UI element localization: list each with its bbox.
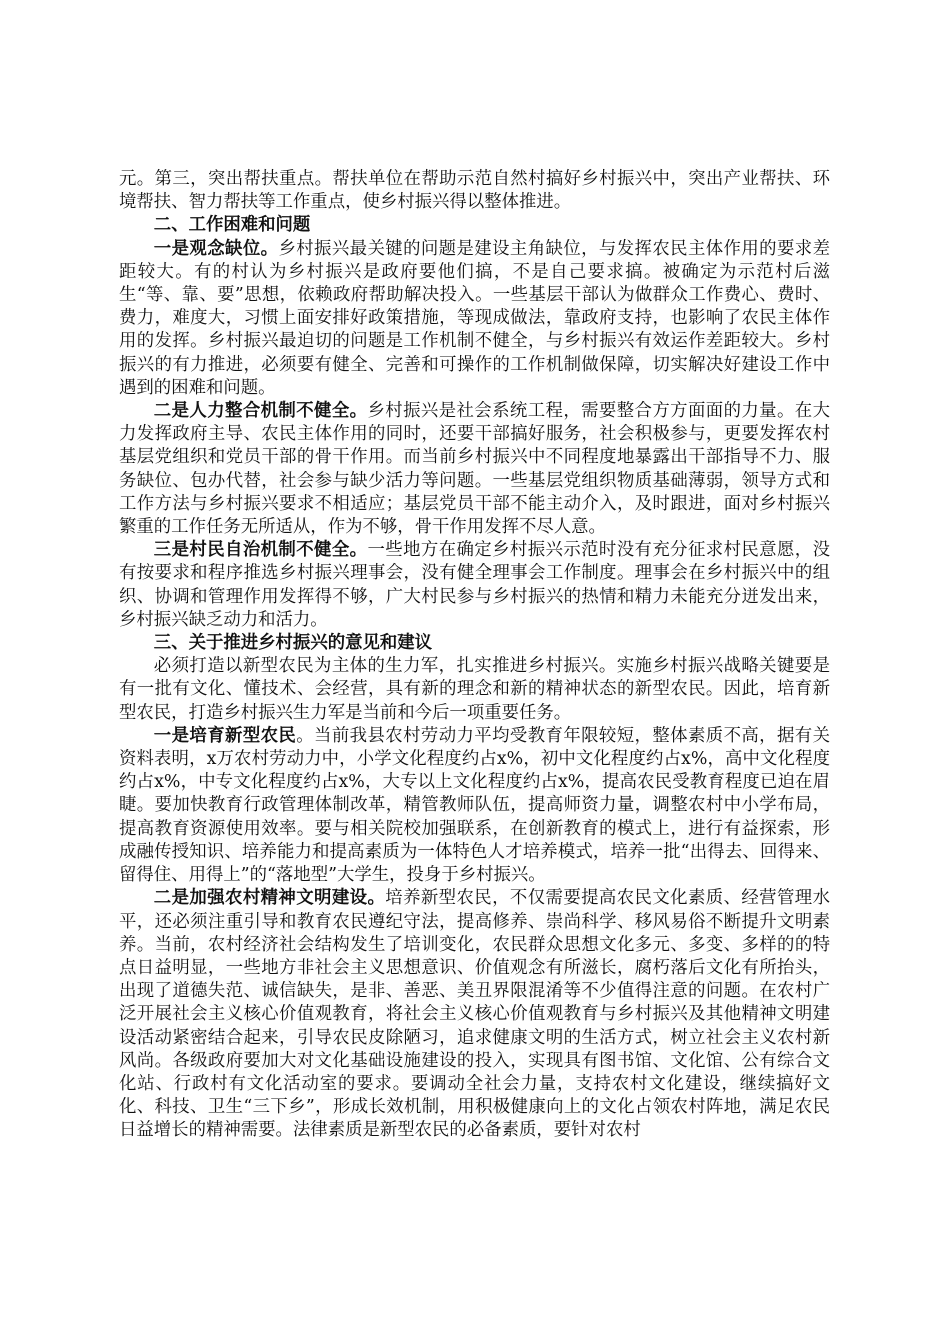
paragraph-lead: 三是村民自治机制不健全。: [153, 540, 368, 561]
paragraph-body: 乡村振兴最关键的问题是建设主角缺位，与发挥农民主体作用的要求差距较大。有的村认为乡村振兴是政府要他们搞，不是自己要求搞。被确定为示范村后滋生“等、靠、要”思想，依赖政府帮助解决投入。一些基层干部认为做群众工作费心、费时、费力，难度大，习惯上面安排好政策措施，等现成做法，靠政府支持，也影响了农民主体作用的发挥。乡村振兴最迫切的问题是工作机制不健全，与乡村振兴有效运作差距较大。乡村振兴的有力推进，必须要有健全、完善和可操作的工作机制做保障，切实解决好建设工作中遇到的困难和问题。: [119, 238, 830, 398]
paragraph-lead: 二是加强农村精神文明建设。: [153, 888, 386, 909]
paragraph-body: 一些地方在确定乡村振兴示范时没有充分征求村民意愿，没有按要求和程序推选乡村振兴理事会，没有健全理事会工作制度。理事会在乡村振兴中的组织、协调和管理作用发挥得不够，广大村民参与乡村振兴的热情和精力未能充分迸发出来，乡村振兴缺乏动力和活力。: [119, 540, 830, 630]
paragraph-lead: 二是人力整合机制不健全。: [153, 401, 368, 422]
paragraph-civilization: [119, 887, 830, 1142]
section-heading-3: 三、关于推进乡村振兴的意见和建议: [153, 633, 433, 654]
paragraph-concept: [119, 238, 830, 400]
paragraph-lead: 一是观念缺位。: [153, 238, 279, 259]
paragraph-body: 。当前我县农村劳动力平均受教育年限较短，整体素质不高，据有关资料表明，x万农村劳动力中，小学文化程度约占x%，初中文化程度约占x%，高中文化程度约占x%，中专文化程度约占x%，大专以上文化程度约占x%，提高农民受教育程度已迫在眉睫。要加快教育行政管理体制改革，精管教师队伍，提高师资力量，调整农村中小学布局，提高教育资源使用效率。要与相关院校加强联系，在创新教育的模式上，进行有益探索，形成融传授知识、培养能力和提高素质为一体特色人才培养模式，培养一批“出得去、回得来、留得住、用得上”的“落地型”大学生，投身于乡村振兴。: [119, 725, 830, 886]
paragraph-proposal: 必须打造以新型农民为主体的生力军，扎实推进乡村振兴。实施乡村振兴战略关键要是有一批有文化、懂技术、会经营，具有新的理念和新的精神状态的新型农民。因此，培育新型农民，打造乡村振兴生力军是当前和今后一项重要任务。: [119, 656, 830, 723]
paragraph-body: 乡村振兴是社会系统工程，需要整合方方面面的力量。在大力发挥政府主导、农民主体作用的同时，还要干部搞好服务，社会积极参与，更要发挥农村基层党组织和党员干部的骨干作用。而当前乡村振兴中不同程度地暴露出干部指导不力、服务缺位、包办代替，社会参与缺少活力等问题。一些基层党组织物质基础薄弱，领导方式和工作方法与乡村振兴要求不相适应；基层党员干部不能主动介入，及时跟进，面对乡村振兴繁重的工作任务无所适从，作为不够，骨干作用发挥不尽人意。: [119, 401, 830, 538]
document-page: [119, 168, 830, 1143]
paragraph-body: 培养新型农民，不仅需要提高农民文化素质、经营管理水平，还必须注重引导和教育农民遵纪守法，提高修养、崇尚科学、移风易俗不断提升文明素养。当前，农村经济社会结构发生了培训变化，农民群众思想文化多元、多变、多样的的特点日益明显，一些地方非社会主义思想意识、价值观念有所滋长，腐朽落后文化有所抬头，出现了道德失范、诚信缺失，是非、善恶、美丑界限混淆等不少值得注意的问题。在农村广泛开展社会主义核心价值观教育，将社会主义核心价值观教育与乡村振兴及其他精神文明建设活动紧密结合起来，引导农民皮除陋习，追求健康文明的生活方式，树立社会主义农村新风尚。各级政府要加大对文化基础设施建设的投入，实现具有图书馆、文化馆、公有综合文化站、行政村有文化活动室的要求。要调动全社会力量，支持农村文化建设，继续搞好文化、科技、卫生“三下乡”，形成长效机制，用积极健康向上的文化占领农村阵地，满足农民日益增长的精神需要。法律素质是新型农民的必备素质，要针对农村: [119, 888, 830, 1141]
section-heading-2: 二、工作困难和问题: [153, 215, 311, 236]
paragraph-autonomy: [119, 539, 830, 632]
paragraph-lead: 一是培育新型农民: [153, 725, 297, 746]
paragraph-intro: 元。第三，突出帮扶重点。帮扶单位在帮助示范自然村搞好乡村振兴中，突出产业帮扶、环境帮扶、智力帮扶等工作重点，使乡村振兴得以整体推进。: [119, 169, 830, 213]
paragraph-manpower: [119, 400, 830, 539]
paragraph-farmers: [119, 725, 830, 887]
